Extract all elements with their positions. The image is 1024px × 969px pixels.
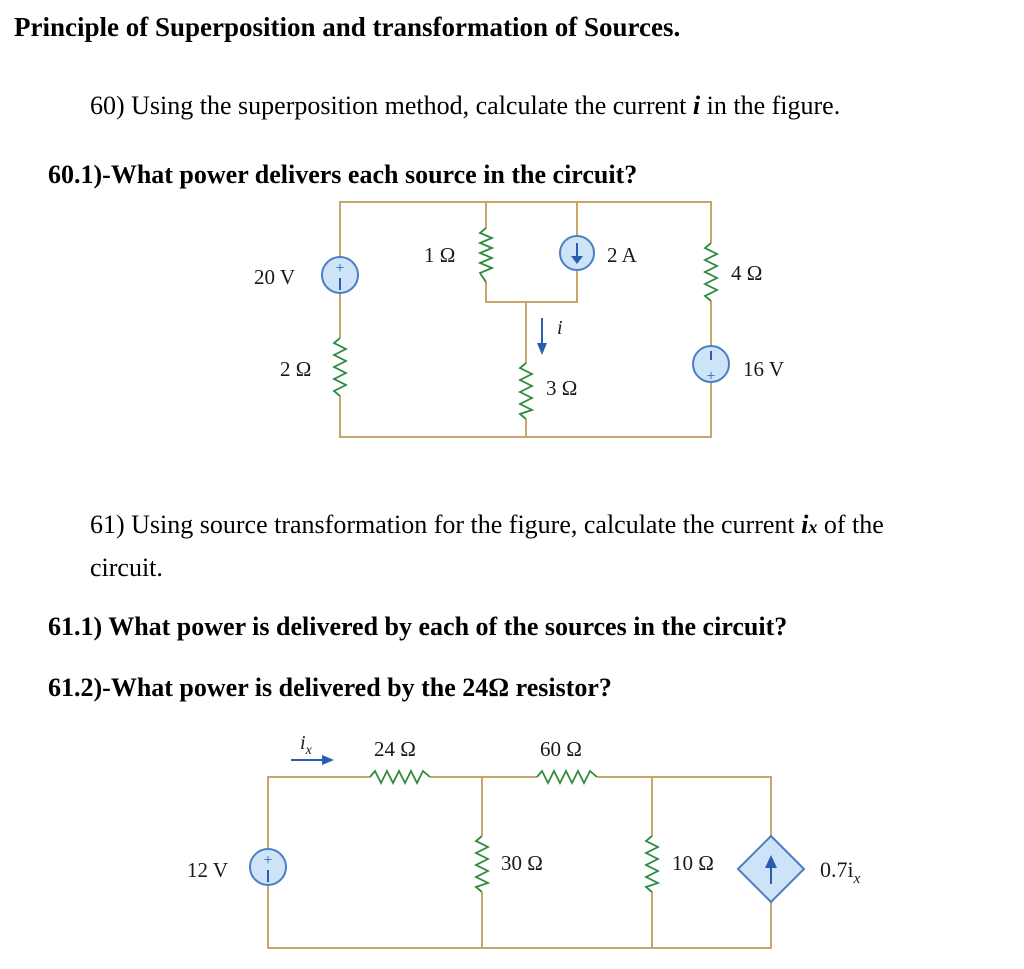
voltage-source-20v-label: 20 V bbox=[254, 265, 296, 289]
resistor-24-ohm-label: 24 Ω bbox=[374, 737, 416, 761]
resistor-1-ohm-label: 1 Ω bbox=[424, 243, 456, 267]
dependent-current-source bbox=[738, 836, 804, 902]
svg-text:+: + bbox=[263, 852, 273, 869]
current-source-2a-label: 2 A bbox=[607, 243, 637, 267]
problem-61-text-after: of the bbox=[817, 510, 884, 539]
question-61-1: 61.1) What power is delivered by each of the sources in the circuit? bbox=[48, 612, 788, 641]
svg-text:+: + bbox=[335, 260, 345, 277]
resistor-4-ohm-label: 4 Ω bbox=[731, 261, 763, 285]
resistor-30-ohm-label: 30 Ω bbox=[501, 851, 543, 875]
resistor-60-ohm bbox=[537, 771, 597, 783]
resistor-24-ohm bbox=[370, 771, 430, 783]
svg-text:+: + bbox=[706, 368, 716, 385]
problem-60-text-after: in the figure. bbox=[700, 91, 841, 120]
current-i-label: i bbox=[557, 317, 563, 339]
current-ix-arrow bbox=[291, 755, 334, 765]
current-ix-label: $i_x$ bbox=[300, 732, 312, 758]
question-60-1: 60.1)-What power delivers each source in the circuit? bbox=[48, 160, 638, 189]
resistor-2-ohm-label: 2 Ω bbox=[280, 357, 312, 381]
resistor-10-ohm-label: 10 Ω bbox=[672, 851, 714, 875]
page-title: Principle of Superposition and transformation of Sources. bbox=[14, 12, 681, 42]
dependent-source-label: $0.7i_x$ bbox=[820, 857, 861, 887]
voltage-source-12v bbox=[250, 849, 286, 885]
resistor-60-ohm-label: 60 Ω bbox=[540, 737, 582, 761]
question-61-2: 61.2)-What power is delivered by the 24Ω resistor? bbox=[48, 673, 612, 702]
current-i-variable: i bbox=[692, 91, 701, 120]
problem-60-text-before: 60) Using the superposition method, calculate the current bbox=[90, 91, 693, 120]
voltage-source-12v-label: 12 V bbox=[187, 858, 229, 882]
current-ix-variable: ix bbox=[801, 510, 818, 539]
voltage-source-16v-label: 16 V bbox=[743, 357, 785, 381]
problem-61-text-before: 61) Using source transformation for the figure, calculate the current bbox=[90, 510, 802, 539]
resistor-10-ohm bbox=[646, 836, 658, 892]
resistor-30-ohm bbox=[476, 836, 488, 892]
resistor-3-ohm-label: 3 Ω bbox=[546, 376, 578, 400]
problem-61-statement-line2: circuit. bbox=[90, 553, 163, 582]
